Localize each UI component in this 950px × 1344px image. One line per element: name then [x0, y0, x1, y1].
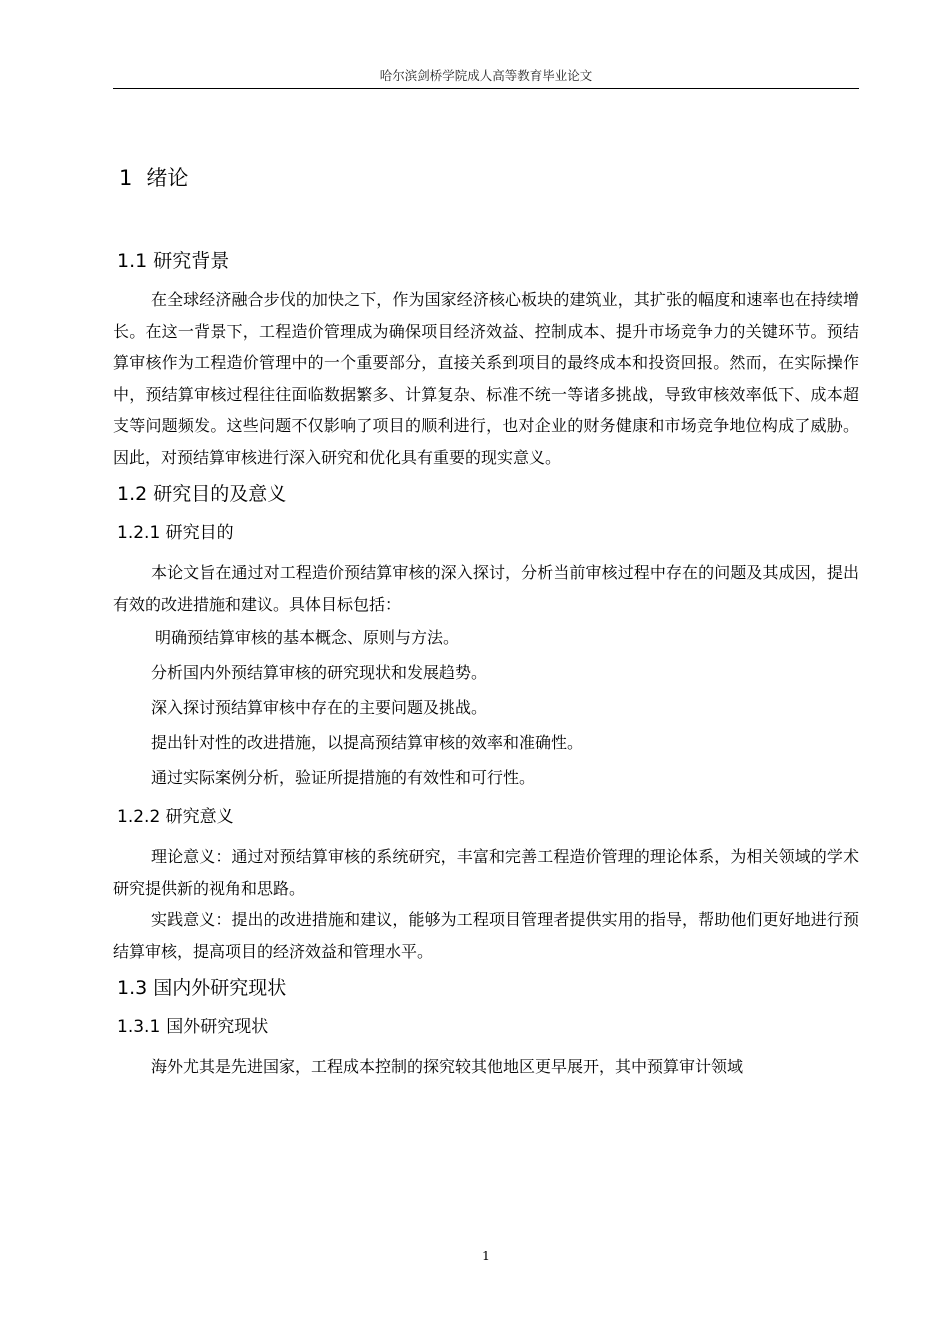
- list-item: 明确预结算审核的基本概念、原则与方法。: [155, 628, 460, 647]
- page-header: 哈尔滨剑桥学院成人高等教育毕业论文: [379, 68, 593, 83]
- paragraph-background: 在全球经济融合步伐的加快之下，作为国家经济核心板块的建筑业，其扩张的幅度和速率也在持续增长。在这一背景下，工程造价管理成为确保项目经济效益、控制成本、提升市场竞争力的关键环节。预结算审核作为工程造价管理中的一个重要部分，直接关系到项目的最终成本和投资回报。然而，在实际操作中，预结算审核过程往往面临数据繁多、计算复杂、标准不统一等诸多挑战，导致审核效率低下、成本超支等问题频发。这些问题不仅影响了项目的顺利进行，也对企业的财务健康和市场竞争地位构成了威胁。因此，对预结算审核进行深入研究和优化具有重要的现实意义。: [113, 290, 859, 467]
- paragraph-practice-significance: 实践意义：提出的改进措施和建议，能够为工程项目管理者提供实用的指导，帮助他们更好地进行预结算审核，提高项目的经济效益和管理水平。: [113, 910, 859, 961]
- section-heading-1-1: 1.1 研究背景: [117, 250, 230, 272]
- subsection-number: 1.3.1: [117, 1017, 161, 1037]
- header-divider: [113, 88, 859, 89]
- list-item: 通过实际案例分析，验证所提措施的有效性和可行性。: [151, 768, 536, 787]
- subsection-heading-1-2-2: 1.2.2 研究意义: [117, 807, 234, 827]
- chapter-title: 绪论: [146, 166, 189, 190]
- list-item: 提出针对性的改进措施，以提高预结算审核的效率和准确性。: [151, 733, 584, 752]
- paragraph-purpose: 本论文旨在通过对工程造价预结算审核的深入探讨，分析当前审核过程中存在的问题及其成因，提出有效的改进措施和建议。具体目标包括：: [113, 563, 859, 614]
- subsection-heading-1-2-1: 1.2.1 研究目的: [117, 523, 234, 543]
- subsection-title: 国外研究现状: [166, 1017, 269, 1037]
- objective-list: [113, 620, 859, 795]
- subsection-heading-1-3-1: [117, 1011, 859, 1043]
- section-heading-1-3: [117, 971, 859, 1005]
- section-heading-1-2: 1.2 研究目的及意义: [117, 483, 287, 505]
- section-title: 国内外研究现状: [153, 977, 287, 999]
- paragraph-theory-significance: 理论意义：通过对预结算审核的系统研究，丰富和完善工程造价管理的理论体系，为相关领域的学术研究提供新的视角和思路。: [113, 847, 859, 898]
- page-number: 1: [482, 1248, 490, 1263]
- chapter-heading: [119, 160, 859, 196]
- document-body: [113, 160, 859, 1083]
- paragraph-foreign-research: 海外尤其是先进国家，工程成本控制的探究较其他地区更早展开，其中预算审计领域: [151, 1057, 744, 1076]
- chapter-number: 1: [119, 166, 133, 190]
- section-number: 1.3: [117, 977, 148, 999]
- list-item: 分析国内外预结算审核的研究现状和发展趋势。: [151, 663, 488, 682]
- list-item: 深入探讨预结算审核中存在的主要问题及挑战。: [151, 698, 488, 717]
